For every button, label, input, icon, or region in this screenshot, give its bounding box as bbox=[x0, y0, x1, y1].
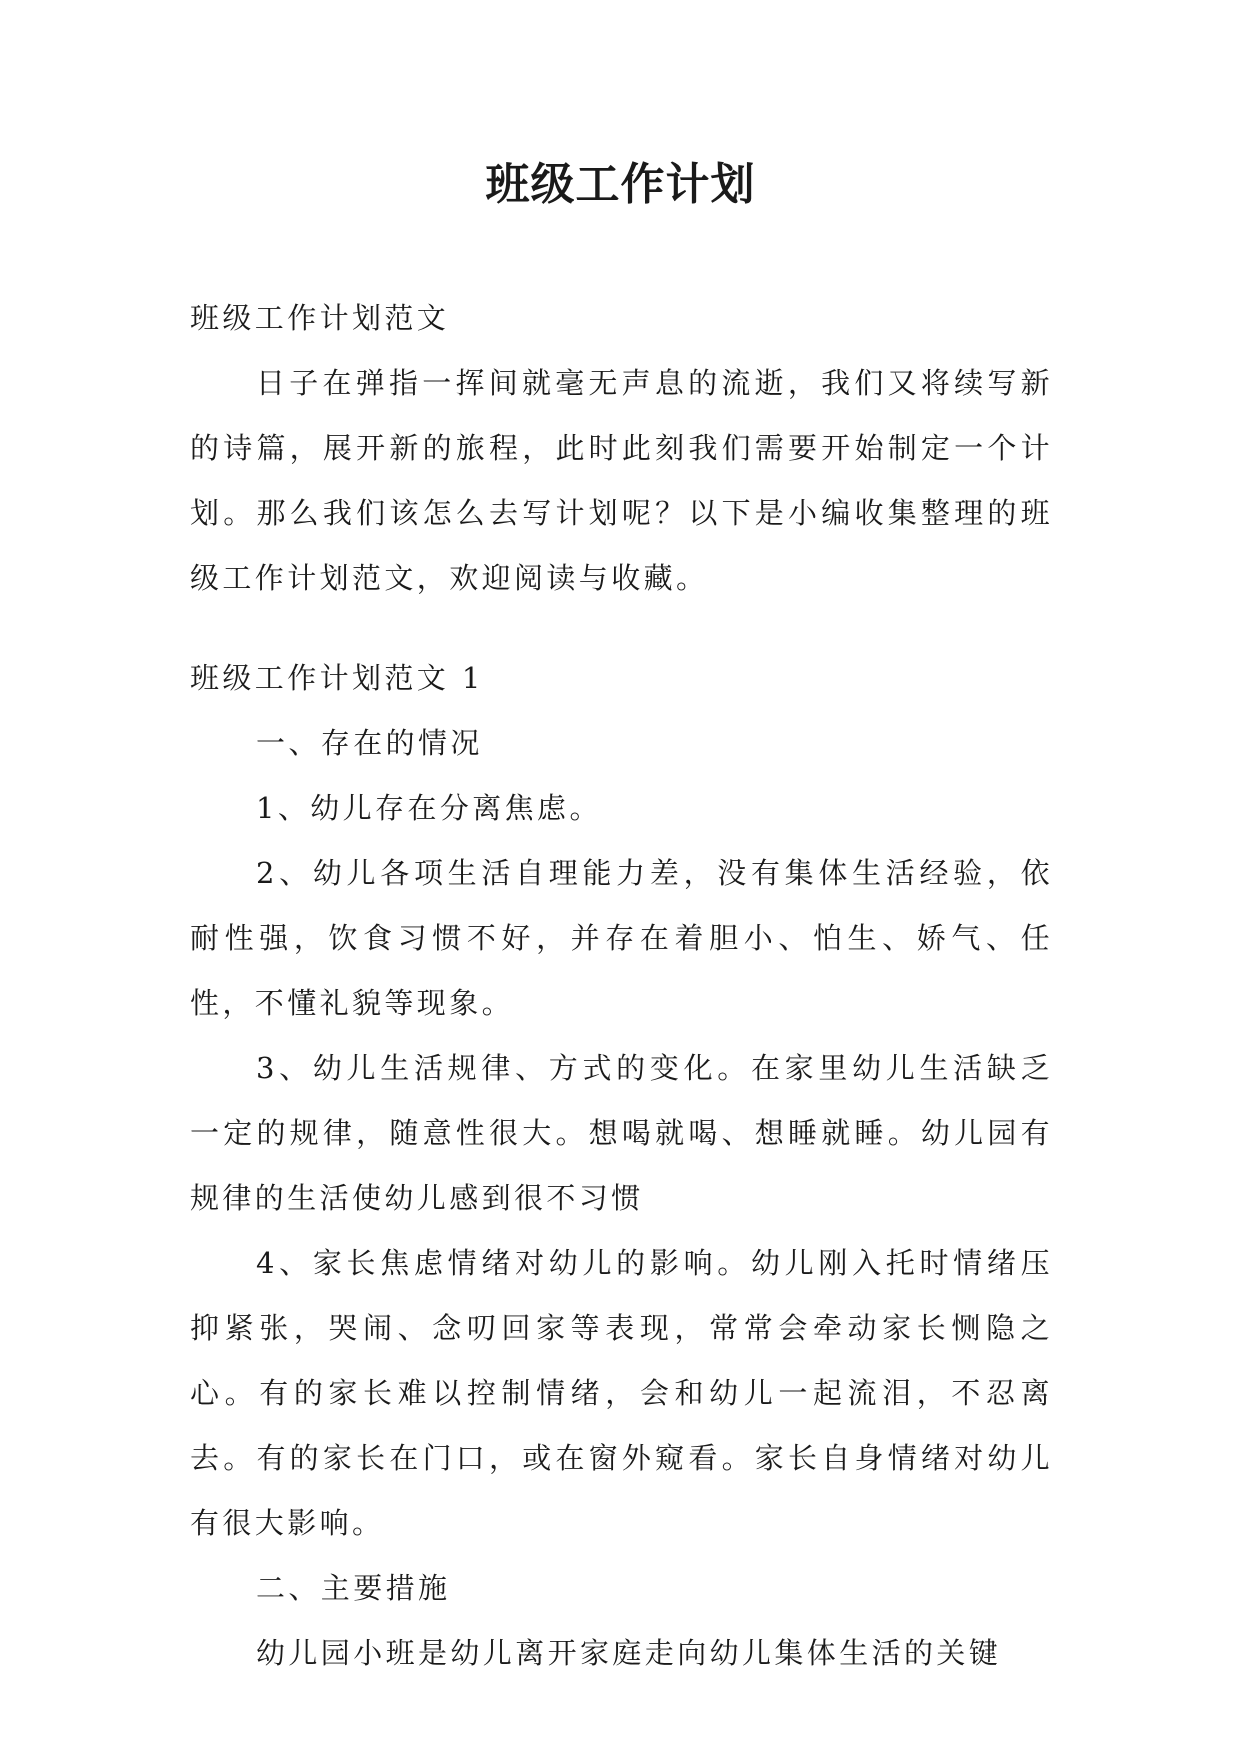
list-item: 4、家长焦虑情绪对幼儿的影响。幼儿刚入托时情绪压抑紧张，哭闹、念叨回家等表现，常常会牵动家长恻隐之心。有的家长难以控制情绪，会和幼儿一起流泪，不忍离去。有的家长在门口，或在窗外窥看。家长自身情绪对幼儿有很大影响。 bbox=[190, 1246, 1053, 1540]
document-title: 班级工作计划 bbox=[485, 159, 756, 210]
intro-paragraph: 日子在弹指一挥间就毫无声息的流逝，我们又将续写新的诗篇，展开新的旅程，此时此刻我们需要开始制定一个计划。那么我们该怎么去写计划呢？以下是小编收集整理的班级工作计划范文，欢迎阅读与收藏。 bbox=[190, 366, 1053, 595]
body-paragraph: 幼儿园小班是幼儿离开家庭走向幼儿集体生活的关键 bbox=[256, 1636, 1002, 1670]
section-heading: 班级工作计划范文 bbox=[190, 301, 450, 335]
list-item: 2、幼儿各项生活自理能力差，没有集体生活经验，依耐性强，饮食习惯不好，并存在着胆小、怕生、娇气、任性，不懂礼貌等现象。 bbox=[190, 856, 1053, 1020]
subsection-heading: 一、存在的情况 bbox=[256, 726, 483, 760]
subsection-heading: 二、主要措施 bbox=[256, 1571, 451, 1605]
section-heading: 班级工作计划范文 1 bbox=[190, 661, 484, 695]
list-item: 3、幼儿生活规律、方式的变化。在家里幼儿生活缺乏一定的规律，随意性很大。想喝就喝、想睡就睡。幼儿园有规律的生活使幼儿感到很不习惯 bbox=[190, 1051, 1053, 1215]
paragraph-spacer bbox=[190, 611, 1053, 646]
document-body bbox=[190, 286, 1053, 1686]
list-item: 1、幼儿存在分离焦虑。 bbox=[256, 791, 602, 825]
